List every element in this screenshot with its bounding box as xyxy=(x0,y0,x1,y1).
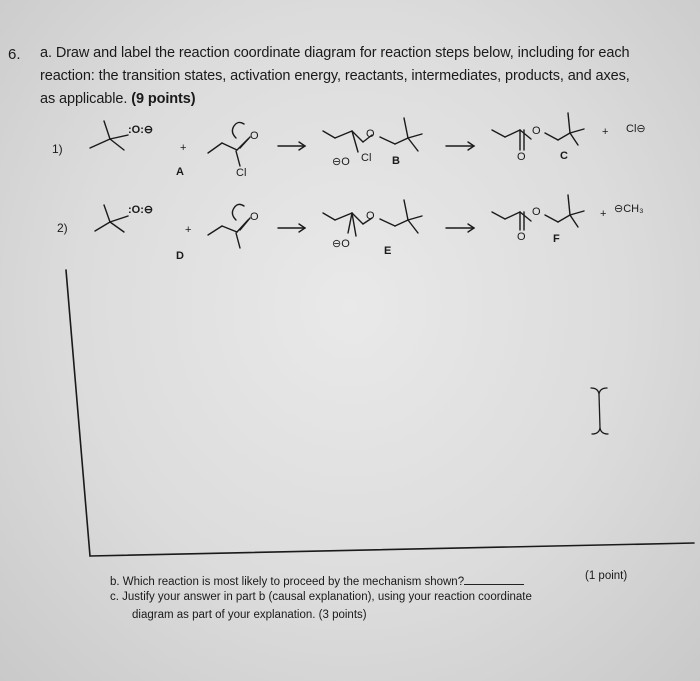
tert-butoxide-structure-2 xyxy=(95,205,128,232)
tert-butoxide-structure-1 xyxy=(90,121,128,150)
acyl-oxygen-1: O xyxy=(250,130,259,142)
part-b-text: b. Which reaction is most likely to proceed by the mechanism shown? xyxy=(110,576,465,588)
label-A: A xyxy=(176,166,184,178)
ether-oxygen-1: O xyxy=(366,128,375,140)
question-number: 6. xyxy=(8,46,21,63)
reaction-1-plus-2: + xyxy=(602,126,609,138)
ketone-oxygen: O xyxy=(250,211,259,223)
chloride-ion: Cl⊖ xyxy=(626,123,646,135)
ester-oxygen-2: O xyxy=(532,206,541,218)
reaction-1-plus: + xyxy=(180,142,187,154)
acyl-chloride-structure xyxy=(208,122,250,166)
intermediate-1-alkoxide: ⊖O xyxy=(332,156,350,168)
label-E: E xyxy=(384,245,392,257)
reaction-2-number: 2) xyxy=(57,221,68,235)
label-D: D xyxy=(176,250,184,262)
part-b-question xyxy=(110,574,524,588)
part-a-points: (9 points) xyxy=(131,91,196,107)
intermediate-1-chlorine: Cl xyxy=(361,152,372,164)
part-b-points: (1 point) xyxy=(585,570,628,582)
methide-ion: ⊖CH₃ xyxy=(614,203,644,215)
acyl-chlorine: Cl xyxy=(236,167,247,179)
reaction-arrow-2b xyxy=(446,224,474,232)
label-C: C xyxy=(560,150,568,162)
part-c-line-1: c. Justify your answer in part b (causal explanation), using your reaction coordinate xyxy=(110,591,532,603)
part-c-line-2: diagram as part of your explanation. (3 points) xyxy=(132,609,367,621)
ester-oxygen-1: O xyxy=(532,125,541,137)
reaction-arrow-1a xyxy=(278,142,305,150)
part-a-line-2: reaction: the transition states, activation energy, reactants, intermediates, products, and axes, xyxy=(40,68,630,84)
reaction-2-plus: + xyxy=(185,224,192,236)
reaction-2-plus-2: + xyxy=(600,208,607,220)
carbonyl-oxygen-1: O xyxy=(517,151,526,163)
ether-oxygen-2: O xyxy=(366,210,375,222)
reaction-arrow-2a xyxy=(278,224,305,232)
part-a-line-3-text: as applicable. xyxy=(40,91,128,107)
text-cursor-icon xyxy=(591,388,608,434)
label-B: B xyxy=(392,155,400,167)
methyl-ketone-structure xyxy=(208,204,250,248)
intermediate-2-alkoxide: ⊖O xyxy=(332,238,350,250)
alkoxide-oxygen-2: :O:⊖ xyxy=(128,204,154,216)
label-F: F xyxy=(553,233,560,245)
carbonyl-oxygen-2: O xyxy=(517,231,526,243)
reaction-arrow-1b xyxy=(446,142,474,150)
alkoxide-oxygen-1: :O:⊖ xyxy=(128,124,154,136)
part-a-line-1: a. Draw and label the reaction coordinate diagram for reaction steps below, including for each xyxy=(40,45,630,61)
reaction-1-number: 1) xyxy=(52,142,63,156)
part-b-answer-blank[interactable] xyxy=(464,574,524,585)
